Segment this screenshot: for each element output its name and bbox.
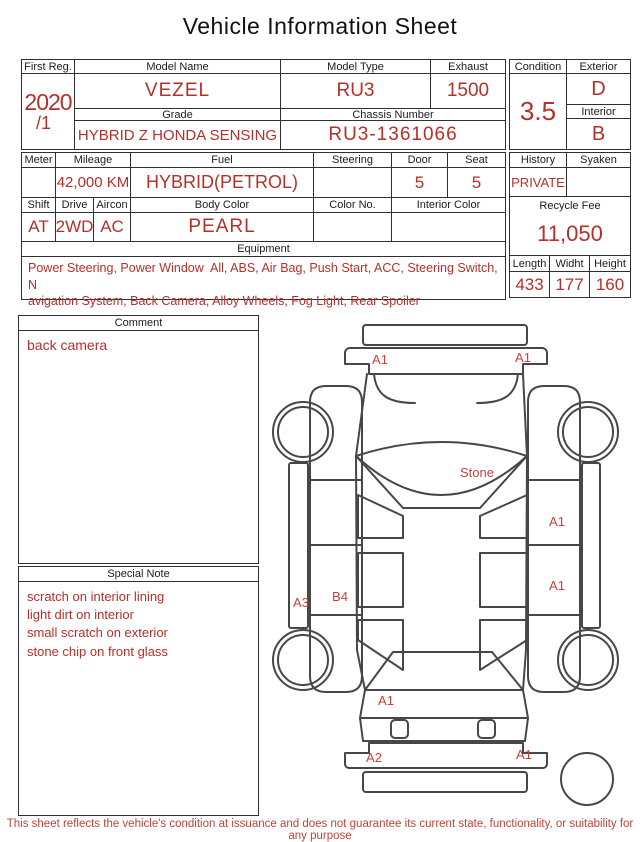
model-type-value: RU3 bbox=[281, 74, 431, 109]
fuel-value: HYBRID(PETROL) bbox=[131, 168, 314, 198]
steering-value bbox=[314, 168, 392, 198]
exterior-header: Exterior bbox=[567, 60, 630, 74]
special-note-header: Special Note bbox=[19, 567, 258, 582]
damage-mark-left-rear-door: B4 bbox=[332, 589, 348, 604]
page-title: Vehicle Information Sheet bbox=[182, 13, 458, 39]
shift-value: AT bbox=[22, 213, 56, 242]
damage-mark-rear-gate: A1 bbox=[378, 693, 394, 708]
right-front-door bbox=[528, 480, 580, 545]
damage-mark-rear-bumper-left: A2 bbox=[366, 750, 382, 765]
grade-header: Grade bbox=[75, 109, 281, 121]
special-note-line: light dirt on interior bbox=[27, 607, 134, 623]
model-name-header: Model Name bbox=[75, 60, 281, 74]
interior-color-header: Interior Color bbox=[392, 198, 505, 213]
mileage-value: 42,000 KM bbox=[56, 168, 131, 198]
seat-header: Seat bbox=[448, 153, 505, 168]
drive-header: Drive bbox=[56, 198, 94, 213]
special-note-line: stone chip on front glass bbox=[27, 643, 168, 659]
rear-right-wheel-inner bbox=[563, 635, 613, 685]
left-quarter-window bbox=[358, 620, 403, 670]
first-reg-month: /1 bbox=[36, 113, 52, 133]
drive-value: 2WD bbox=[56, 213, 94, 242]
interior-header: Interior bbox=[567, 105, 630, 119]
chassis-number-header: Chassis Number bbox=[281, 109, 505, 121]
aircon-header: Aircon bbox=[94, 198, 131, 213]
rear-right-wheel bbox=[558, 630, 618, 690]
condition-box bbox=[509, 59, 631, 150]
width-header: Widht bbox=[550, 256, 590, 272]
meter-header: Meter bbox=[22, 153, 56, 168]
interior-color-value bbox=[392, 213, 505, 242]
equipment-text bbox=[22, 257, 505, 310]
grade-value: HYBRID Z HONDA SENSING bbox=[75, 121, 281, 149]
condition-header: Condition bbox=[510, 60, 567, 74]
detail-table bbox=[21, 152, 506, 308]
front-left-wheel bbox=[273, 402, 333, 462]
roof-front-line bbox=[356, 456, 527, 508]
door-value: 5 bbox=[392, 168, 448, 198]
front-right-wheel bbox=[558, 402, 618, 462]
left-tail-light bbox=[391, 720, 408, 738]
history-value: PRIVATE bbox=[510, 168, 567, 196]
syaken-value bbox=[567, 168, 630, 196]
damage-mark-right-front-door: A1 bbox=[549, 514, 565, 529]
recycle-fee-cell bbox=[510, 197, 630, 256]
length-value: 433 bbox=[510, 272, 550, 297]
tail-panel bbox=[360, 718, 528, 741]
mileage-header: Mileage bbox=[56, 153, 131, 168]
model-name-value: VEZEL bbox=[75, 74, 281, 109]
length-header: Length bbox=[510, 256, 550, 272]
left-rear-door bbox=[310, 545, 362, 615]
rear-left-wheel bbox=[273, 630, 333, 690]
special-note-line: small scratch on exterior bbox=[27, 625, 168, 641]
windshield bbox=[356, 442, 527, 495]
recycle-fee-header: Recycle Fee bbox=[539, 200, 601, 212]
right-headlight-arc bbox=[477, 374, 518, 403]
comment-box bbox=[18, 315, 259, 564]
left-headlight-arc bbox=[374, 374, 415, 403]
comment-text: back camera bbox=[27, 337, 108, 353]
height-value: 160 bbox=[595, 274, 625, 294]
equipment-header: Equipment bbox=[22, 242, 505, 257]
color-no-value bbox=[314, 213, 392, 242]
chassis-number-value: RU3-1361066 bbox=[328, 124, 458, 145]
door-header: Door bbox=[392, 153, 448, 168]
right-rear-window bbox=[480, 553, 527, 607]
right-sill bbox=[582, 463, 600, 628]
damage-mark-left-sill: A3 bbox=[293, 595, 309, 610]
exterior-grade: D bbox=[567, 74, 630, 105]
exhaust-value: 1500 bbox=[431, 74, 505, 109]
meter-value bbox=[22, 168, 56, 198]
comment-header: Comment bbox=[19, 316, 258, 331]
syaken-header: Syaken bbox=[567, 153, 630, 168]
condition-score: 3.5 bbox=[510, 74, 567, 149]
damage-mark-rear-bumper-right: A1 bbox=[516, 747, 532, 762]
history-header: History bbox=[510, 153, 567, 168]
front-grille-strip bbox=[363, 325, 527, 345]
front-left-wheel-inner bbox=[278, 407, 328, 457]
rear-left-wheel-inner bbox=[278, 635, 328, 685]
equipment-line-1: Power Steering, Power Window All, ABS, Air Bag, Push Start, ACC, Steering Switch, N bbox=[28, 261, 502, 292]
special-note-line: scratch on interior lining bbox=[27, 589, 165, 604]
interior-grade: B bbox=[591, 122, 606, 145]
right-quarter-window bbox=[480, 620, 527, 670]
hood-right-edge bbox=[523, 374, 527, 456]
rear-strip bbox=[363, 772, 527, 792]
exhaust-header: Exhaust bbox=[431, 60, 505, 74]
spec-table bbox=[21, 59, 506, 150]
special-note-text bbox=[19, 582, 258, 667]
first-reg-header: First Reg. bbox=[22, 60, 75, 74]
front-right-wheel-inner bbox=[563, 407, 613, 457]
special-note-box bbox=[18, 566, 259, 816]
history-box bbox=[509, 152, 631, 298]
left-rear-window bbox=[358, 553, 403, 607]
first-reg-year: 2020 bbox=[24, 89, 72, 115]
damage-mark-front-bumper-left: A1 bbox=[372, 352, 388, 367]
left-front-door bbox=[310, 480, 362, 545]
color-no-header: Color No. bbox=[314, 198, 392, 213]
first-reg-value bbox=[22, 74, 75, 149]
left-front-fender bbox=[310, 386, 362, 480]
damage-mark-right-rear-door: A1 bbox=[549, 578, 565, 593]
spare-tire bbox=[561, 753, 613, 805]
model-type-header: Model Type bbox=[281, 60, 431, 74]
recycle-fee-value: 11,050 bbox=[537, 220, 603, 246]
steering-header: Steering bbox=[314, 153, 392, 168]
right-tail-light bbox=[478, 720, 495, 738]
seat-value: 5 bbox=[448, 168, 505, 198]
disclaimer-text: This sheet reflects the vehicle's condition at issuance and does not guarantee its current state, functionality, or suitability for any purpose bbox=[6, 818, 634, 842]
equipment-line-2: avigation System, Back Camera, Alloy Wheels, Fog Light, Rear Spoiler bbox=[28, 294, 420, 308]
aircon-value: AC bbox=[94, 213, 131, 242]
width-value: 177 bbox=[550, 272, 590, 297]
height-header: Height bbox=[590, 256, 630, 272]
damage-mark-windshield-stone: Stone bbox=[460, 465, 494, 480]
car-diagram bbox=[270, 310, 640, 810]
body-color-value: PEARL bbox=[131, 213, 314, 242]
body-color-header: Body Color bbox=[131, 198, 314, 213]
damage-mark-front-bumper-right: A1 bbox=[515, 350, 531, 365]
shift-header: Shift bbox=[22, 198, 56, 213]
right-front-fender bbox=[528, 386, 580, 480]
fuel-header: Fuel bbox=[131, 153, 314, 168]
